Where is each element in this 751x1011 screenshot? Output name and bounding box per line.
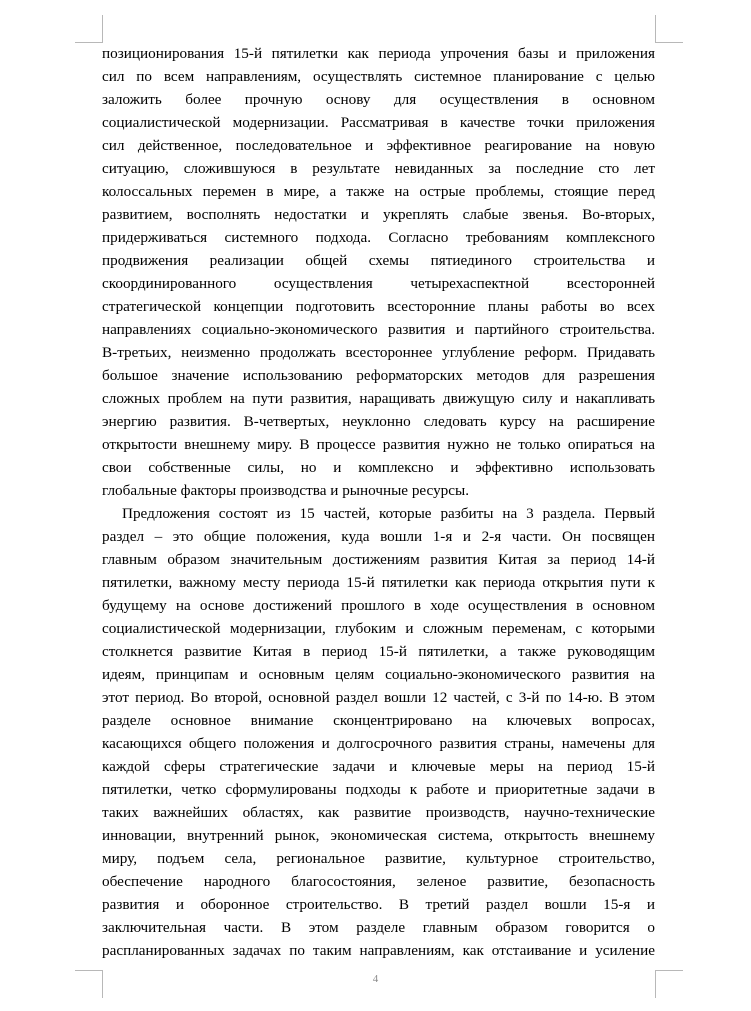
text-line: разделе основное внимание сконцентрировано на ключевых вопросах, (102, 712, 655, 729)
text-line: сил по всем направлениям, осуществлять системное планирование с целью (102, 68, 655, 85)
text-line: энергию развития. В-четвертых, неуклонно следовать курсу на расширение (102, 413, 655, 430)
text-line: придерживаться системного подхода. Согласно требованиям комплексного (102, 229, 655, 246)
text-line: заключительная части. В этом разделе главным образом говорится о (102, 919, 655, 936)
text-line: социалистической модернизации. Рассматривая в качестве точки приложения (102, 114, 655, 131)
text-line: идеям, принципам и основным целям социально-экономического развития на (102, 666, 655, 683)
page-corner-mark-top-right (655, 15, 683, 43)
text-line: скоординированного осуществления четырехаспектной всесторонней (102, 275, 655, 292)
text-line: пятилетки, важному месту периода 15-й пятилетки как периода открытия пути к (102, 574, 655, 591)
text-line: колоссальных перемен в мире, а также на острые проблемы, стоящие перед (102, 183, 655, 200)
text-line: этот период. Во второй, основной раздел вошли 12 частей, с 3-й по 14-ю. В этом (102, 689, 655, 706)
text-line: свои собственные силы, но и комплексно и эффективно использовать (102, 459, 655, 476)
text-line: большое значение использованию реформаторских методов для разрешения (102, 367, 655, 384)
page-corner-mark-top-left (75, 15, 103, 43)
text-line: заложить более прочную основу для осуществления в основном (102, 91, 655, 108)
text-line: пятилетки, четко сформулированы подходы к работе и приоритетные задачи в (102, 781, 655, 798)
text-line: распланированных задачах по таким направлениям, как отстаивание и усиление (102, 942, 655, 959)
text-line: сложных проблем на пути развития, наращивать движущую силу и накапливать (102, 390, 655, 407)
page-number: 4 (372, 973, 379, 985)
text-line: сил действенное, последовательное и эффективное реагирование на новую (102, 137, 655, 154)
text-line: главным образом значительным достижениям развития Китая за период 14-й (102, 551, 655, 568)
text-line: инновации, внутренний рынок, экономическая система, открытость внешнему (102, 827, 655, 844)
text-line: столкнется развитие Китая в период 15-й пятилетки, а также руководящим (102, 643, 655, 660)
text-line: направлениях социально-экономического развития и партийного строительства. (102, 321, 655, 338)
text-line: позиционирования 15-й пятилетки как периода упрочения базы и приложения (102, 45, 655, 62)
text-line: открытости внешнему миру. В процессе развития нужно не только опираться на (102, 436, 655, 453)
text-line: касающихся общего положения и долгосрочного развития страны, намечены для (102, 735, 655, 752)
text-line: развития и оборонное строительство. В третий раздел вошли 15-я и (102, 896, 655, 913)
text-line: стратегической концепции подготовить всесторонние планы работы во всех (102, 298, 655, 315)
text-line: таких важнейших областях, как развитие производств, научно-технические (102, 804, 655, 821)
text-line: В-третьих, неизменно продолжать всестороннее углубление реформ. Придавать (102, 344, 655, 361)
text-line: будущему на основе достижений прошлого в ходе осуществления в основном (102, 597, 655, 614)
text-line: развитием, восполнять недостатки и укреплять слабые звенья. Во-вторых, (102, 206, 655, 223)
text-line: каждой сферы стратегические задачи и ключевые меры на период 15-й (102, 758, 655, 775)
paragraph-first-line: Предложения состоят из 15 частей, которые разбиты на 3 раздела. Первый (122, 505, 655, 522)
text-line: ситуацию, сложившуюся в результате невиданных за последние сто лет (102, 160, 655, 177)
paragraph-end-line: глобальные факторы производства и рыночные ресурсы. (102, 482, 470, 499)
text-line: продвижения реализации общей схемы пятиединого строительства и (102, 252, 655, 269)
text-line: обеспечение народного благосостояния, зеленое развитие, безопасность (102, 873, 655, 890)
document-body (102, 42, 655, 962)
text-line: миру, подъем села, региональное развитие, культурное строительство, (102, 850, 655, 867)
text-line: социалистической модернизации, глубоким и сложным переменам, с которыми (102, 620, 655, 637)
text-line: раздел – это общие положения, куда вошли 1-я и 2-я части. Он посвящен (102, 528, 655, 545)
